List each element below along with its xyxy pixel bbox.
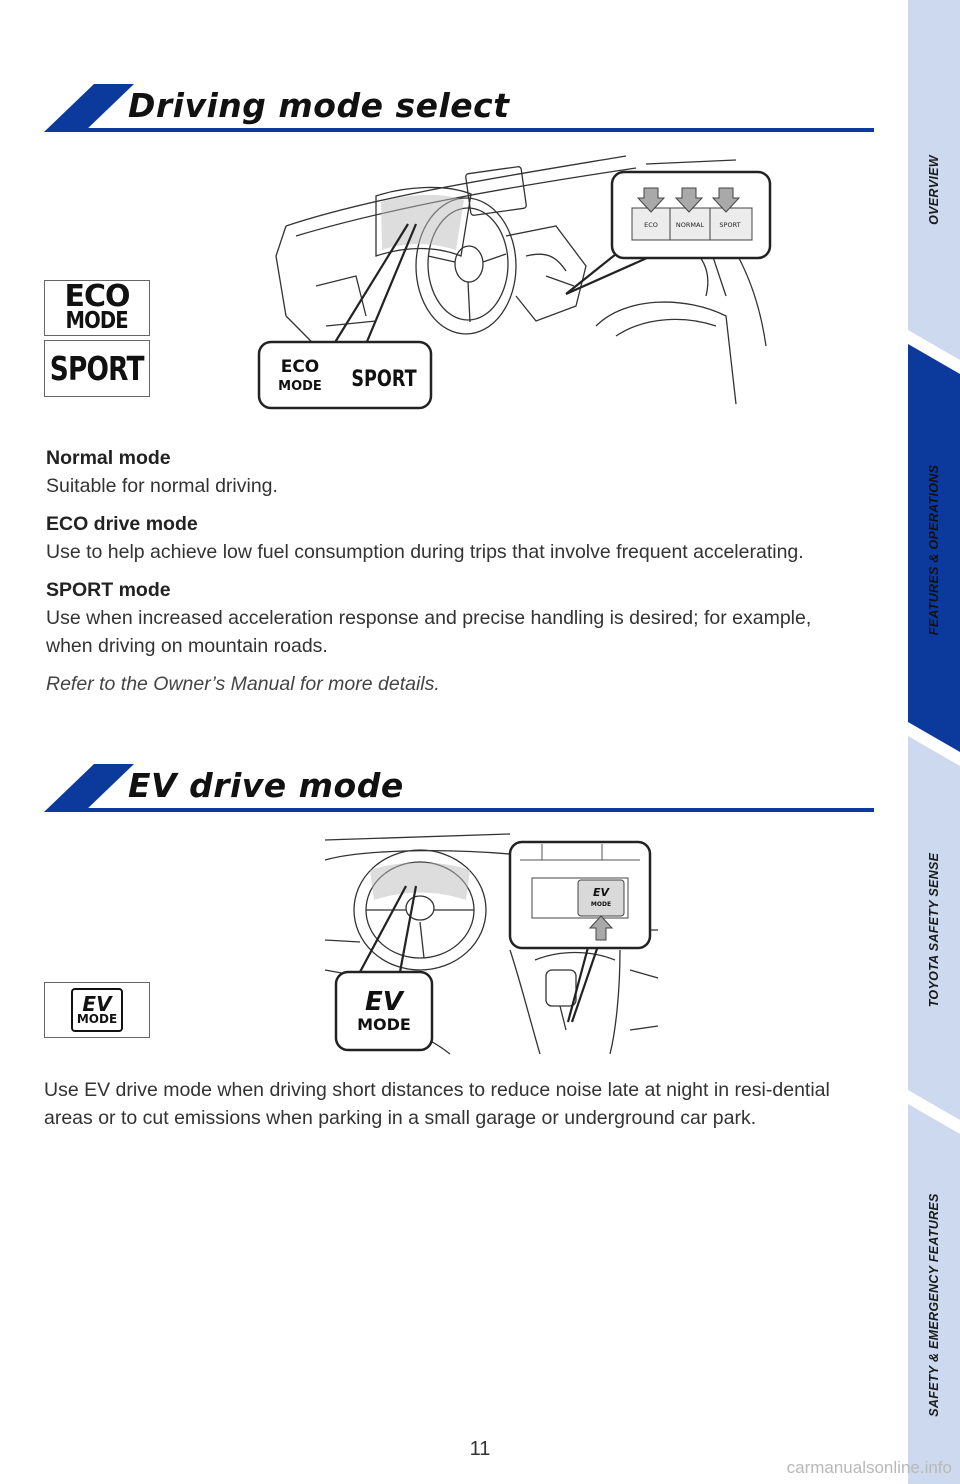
callout-ev-text: EV [365,987,403,1017]
panel-ev-text: EV [592,886,610,899]
owners-manual-note: Refer to the Owner’s Manual for more details. [46,673,440,695]
dashboard-illustration [256,146,776,412]
section-title: Driving mode select [128,86,510,125]
section-title: EV drive mode [128,766,404,805]
ev-badge-frame [71,988,123,1032]
side-navigation [908,0,960,1484]
callout-eco-text: ECO [280,357,320,377]
badge-text: SPORT [50,348,144,388]
header-accent-tab [44,84,134,132]
side-tab-features-operations[interactable] [908,400,960,700]
callout-mode-text: MODE [357,1015,411,1034]
header-rule [84,128,874,132]
side-tab-label: SAFETY & EMERGENCY FEATURES [927,1193,941,1417]
panel-mode-text: MODE [590,901,612,908]
badge-text: EV [82,991,112,1016]
page-number: 11 [469,1438,491,1460]
mode-desc: Suitable for normal driving. [46,475,278,497]
callout-mode-text: MODE [278,379,322,394]
side-tab-label: TOYOTA SAFETY SENSE [927,852,941,1008]
mode-name: Normal mode [46,447,171,469]
mode-name: SPORT mode [46,579,171,601]
mode-desc: Use when increased acceleration response and precise handling is desired; for example, when driving on mountain roads. [46,607,812,657]
section-header-ev-mode [44,764,874,816]
sport-button-image [44,340,150,397]
side-tab-safety-emergency[interactable] [908,1160,960,1450]
ev-dashboard-illustration [320,830,660,1056]
driving-mode-descriptions [46,444,856,708]
watermark: carmanualsonline.info [786,1458,952,1477]
badge-text: MODE [76,1011,118,1026]
side-tab-overview[interactable] [908,60,960,320]
mode-desc: Use to help achieve low fuel consumption during trips that involve frequent accelerating. [46,541,804,563]
panel-eco-label: ECO [644,221,658,229]
ev-mode-button-image [44,982,150,1038]
ev-mode-description: Use EV drive mode when driving short distances to reduce noise late at night in resi-dential areas or to cut emissions when parking in a small garage or underground car park. [44,1079,830,1129]
panel-sport-label: SPORT [719,221,741,229]
badge-text: MODE [65,308,129,335]
panel-normal-label: NORMAL [675,221,705,229]
mode-name: ECO drive mode [46,513,198,535]
side-tab-toyota-safety-sense[interactable] [908,790,960,1070]
callout-sport-text: SPORT [351,366,417,392]
eco-mode-button-image [44,280,150,336]
header-accent-tab [44,764,134,812]
side-tab-label: FEATURES & OPERATIONS [927,464,941,636]
badge-text: ECO [64,278,130,314]
section-header-driving-mode [44,84,874,136]
header-rule [84,808,874,812]
side-tab-label: OVERVIEW [927,155,941,225]
